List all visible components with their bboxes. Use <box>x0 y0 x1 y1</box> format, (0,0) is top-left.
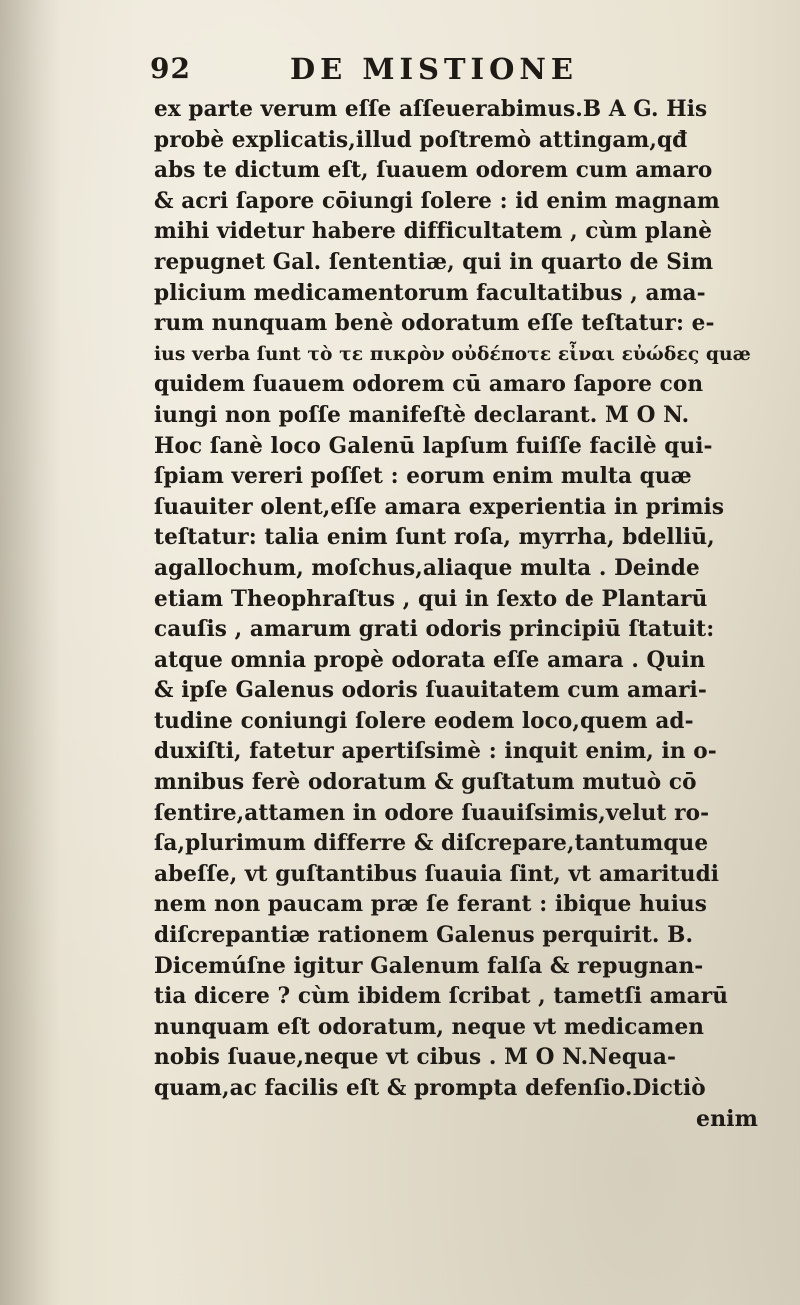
text-line: ex parte verum eſſe aſſeuerabimus.B A G. His <box>154 96 708 122</box>
text-line: quam,ac facilis eſt & prompta defenſio.Dictiò <box>154 1075 706 1101</box>
text-line: diſcrepantiæ rationem Galenus perquirit. B. <box>154 922 694 949</box>
text-line: mihi videtur habere difficultatem , cùm planè <box>154 218 713 245</box>
text-line: Dicemúſne igitur Galenum falſa & repugnan- <box>154 952 704 979</box>
body-text <box>154 94 776 1134</box>
page-header <box>150 52 770 92</box>
catchword: enim <box>695 1105 758 1132</box>
text-line: nobis ſuaue,neque vt cibus . M O N.Nequa- <box>154 1044 677 1071</box>
text-line: ſpiam vereri poſſet : eorum enim multa quæ <box>154 463 692 490</box>
text-line: Hoc ſanè loco Galenū lapſum fuiſſe facilè qui- <box>154 432 713 459</box>
text-line: nunquam eſt odoratum, neque vt medicamen <box>154 1013 705 1040</box>
text-line: probè explicatis,illud poſtremò attingam,qđ <box>154 126 688 153</box>
text-line: agallochum, moſchus,aliaque multa . Deinde <box>154 554 700 581</box>
text-line: nem non paucam præ ſe ferant : ibique huius <box>154 891 708 918</box>
text-line: atque omnia propè odorata eſſe amara . Quin <box>154 646 706 673</box>
text-line: etiam Theophraſtus , qui in ſexto de Plantarū <box>154 585 708 612</box>
text-line: rum nunquam benè odoratum eſſe teſtatur: e- <box>154 310 715 337</box>
text-line: ſentire,attamen in odore ſuauiſsimis,velut ro- <box>154 799 710 826</box>
text-line: iungi non poſſe manifeſtè declarant. M O N. <box>154 401 690 428</box>
text-line: mnibus ferè odoratum & guſtatum mutuò cō <box>154 769 697 796</box>
text-line: teſtatur: talia enim ſunt roſa, myrrha, bdelliū, <box>154 524 715 551</box>
text-line-greek-quote: ius verba ſunt τὸ τε πικρὸν οὐδέποτε εἶναι εὐώδες quæ <box>154 342 751 365</box>
text-line: abs te dictum eſt, ſuauem odorem cum amaro <box>154 157 713 184</box>
text-line: & acri ſapore cōiungi ſolere : id enim magnam <box>154 187 720 214</box>
text-line: quidem ſuauem odorem cū amaro ſapore con <box>154 371 704 398</box>
text-line: tia dicere ? cùm ibidem ſcribat , tametſi amarū <box>154 983 728 1010</box>
text-line: abeſſe, vt guſtantibus ſuauia ſint, vt amaritudi <box>154 860 720 887</box>
page-number: 92 <box>150 52 191 85</box>
text-line: duxiſti, fatetur apertiſsimè : inquit enim, in o- <box>154 738 717 765</box>
gutter-shadow <box>0 0 60 1305</box>
text-line: & ipſe Galenus odoris ſuauitatem cum amari- <box>154 677 707 704</box>
text-line: repugnet Gal. ſententiæ, qui in quarto de Sim <box>154 248 714 275</box>
text-line: tudine coniungi ſolere eodem loco,quem ad- <box>154 707 694 734</box>
text-line: plicium medicamentorum facultatibus , ama- <box>154 279 706 306</box>
running-head: DE MISTIONE <box>290 52 578 86</box>
text-line: ſa,plurimum differre & diſcrepare,tantumque <box>154 830 709 857</box>
text-line: ſuauiter olent,eſſe amara experientia in primis <box>154 493 725 520</box>
text-line: cauſis , amarum grati odoris principiū ſtatuit: <box>154 616 715 643</box>
